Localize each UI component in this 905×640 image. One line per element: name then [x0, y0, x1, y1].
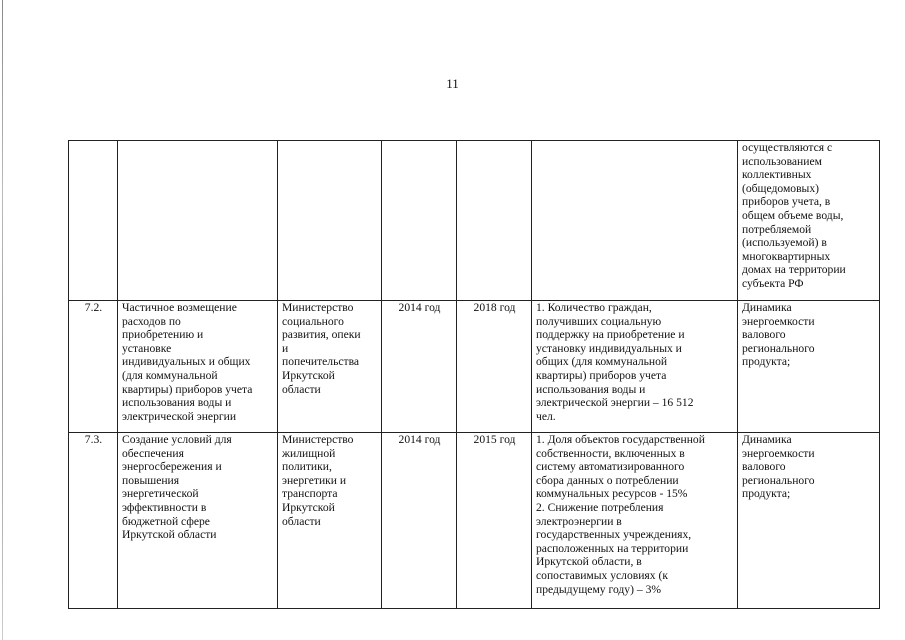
indicator-line: продукта;	[742, 487, 791, 501]
result-line: систему автоматизированного	[536, 460, 685, 474]
table-row-7-2	[69, 301, 880, 433]
cell-executor	[278, 141, 382, 301]
indicator-line: Динамика	[742, 301, 792, 314]
executor-line: и	[282, 341, 289, 355]
executor-line: развития, опеки	[282, 328, 361, 342]
executor-line: Министерство	[282, 301, 354, 314]
indicator-line: (общедомовых)	[742, 181, 820, 195]
result-line: коммунальных ресурсов - 15%	[536, 487, 688, 501]
indicator-line: (используемой) в	[742, 236, 827, 250]
executor-line: попечительства	[282, 355, 360, 369]
name-line: повышения	[122, 473, 180, 487]
result-line: получивших социальную	[536, 314, 662, 328]
name-line: квартиры) приборов учета	[122, 382, 253, 396]
result-line: 1. Количество граждан,	[536, 301, 652, 314]
name-line: расходов по	[122, 314, 181, 328]
cell-indicator	[738, 433, 880, 609]
indicator-line: общем объеме воды,	[742, 208, 844, 222]
cell-start-year: 2014 год	[382, 301, 457, 433]
executor-line: Иркутской	[282, 368, 335, 382]
cell-result	[532, 141, 738, 301]
name-line: Иркутской области	[122, 528, 217, 542]
name-line: (для коммунальной	[122, 368, 218, 382]
scan-edge-line	[2, 0, 3, 640]
name-line: установке	[122, 341, 172, 355]
executor-line: жилищной	[282, 446, 336, 460]
result-line: сбора данных о потреблении	[536, 473, 679, 487]
name-line: Частичное возмещение	[122, 301, 237, 314]
indicator-line: субъекта РФ	[742, 276, 804, 290]
indicator-line: потребляемой	[742, 222, 812, 236]
executor-line: политики,	[282, 460, 332, 474]
cell-end-year: 2015 год	[457, 433, 532, 609]
indicator-line: валового	[742, 460, 786, 474]
name-line: использования воды и	[122, 396, 232, 410]
indicator-line: Динамика	[742, 433, 792, 446]
indicator-line: приборов учета, в	[742, 195, 831, 209]
result-line: предыдущему году) – 3%	[536, 582, 662, 596]
cell-start-year	[382, 141, 457, 301]
indicator-line: коллективных	[742, 168, 812, 182]
name-line: Создание условий для	[122, 433, 232, 446]
indicator-line: домах на территории	[742, 263, 846, 277]
executor-line: Иркутской	[282, 500, 335, 514]
program-table	[68, 140, 880, 609]
cell-executor	[278, 433, 382, 609]
result-line: электрической энергии – 16 512	[536, 396, 694, 410]
cell-name	[118, 433, 278, 609]
name-line: эффективности в	[122, 500, 207, 514]
executor-line: области	[282, 514, 321, 528]
result-line: использования воды и	[536, 382, 646, 396]
name-line: энергосбережения и	[122, 460, 222, 474]
cell-end-year	[457, 141, 532, 301]
result-line: общих (для коммунальной	[536, 355, 668, 369]
cell-executor	[278, 301, 382, 433]
cell-result	[532, 433, 738, 609]
name-line: энергетической	[122, 487, 199, 501]
cell-start-year: 2014 год	[382, 433, 457, 609]
cell-result	[532, 301, 738, 433]
indicator-line: многоквартирных	[742, 249, 831, 263]
result-line: государственных учреждениях,	[536, 528, 692, 542]
name-line: индивидуальных и общих	[122, 355, 251, 369]
executor-line: энергетики и	[282, 473, 347, 487]
cell-number: 7.2.	[69, 301, 118, 433]
result-line: квартиры) приборов учета	[536, 368, 667, 382]
cell-end-year: 2018 год	[457, 301, 532, 433]
indicator-line: энергоемкости	[742, 446, 815, 460]
result-line: электроэнергии в	[536, 514, 622, 528]
indicator-line: осуществляются с	[742, 141, 833, 154]
cell-number: 7.3.	[69, 433, 118, 609]
indicator-line: энергоемкости	[742, 314, 815, 328]
name-line: приобретению и	[122, 328, 204, 342]
cell-number	[69, 141, 118, 301]
result-line: сопоставимых условиях (к	[536, 568, 668, 582]
cell-indicator	[738, 301, 880, 433]
indicator-line: валового	[742, 328, 786, 342]
result-line: 2. Снижение потребления	[536, 500, 664, 514]
executor-line: области	[282, 382, 321, 396]
name-line: бюджетной сфере	[122, 514, 210, 528]
name-line: обеспечения	[122, 446, 184, 460]
cell-name	[118, 141, 278, 301]
result-line: чел.	[536, 409, 556, 423]
result-line: расположенных на территории	[536, 541, 689, 555]
result-line: Иркутской области, в	[536, 555, 642, 569]
result-line: собственности, включенных в	[536, 446, 685, 460]
table-row-continuation	[69, 141, 880, 301]
indicator-line: регионального	[742, 341, 815, 355]
table-row-7-3	[69, 433, 880, 609]
executor-line: транспорта	[282, 487, 338, 501]
name-line: электрической энергии	[122, 409, 237, 423]
cell-indicator	[738, 141, 880, 301]
indicator-line: использованием	[742, 154, 822, 168]
result-line: поддержку на приобретение и	[536, 328, 685, 342]
indicator-line: продукта;	[742, 355, 791, 369]
page-number: 11	[446, 76, 459, 91]
indicator-line: регионального	[742, 473, 815, 487]
executor-line: Министерство	[282, 433, 354, 446]
cell-name	[118, 301, 278, 433]
executor-line: социального	[282, 314, 344, 328]
result-line: установку индивидуальных и	[536, 341, 682, 355]
result-line: 1. Доля объектов государственной	[536, 433, 705, 446]
